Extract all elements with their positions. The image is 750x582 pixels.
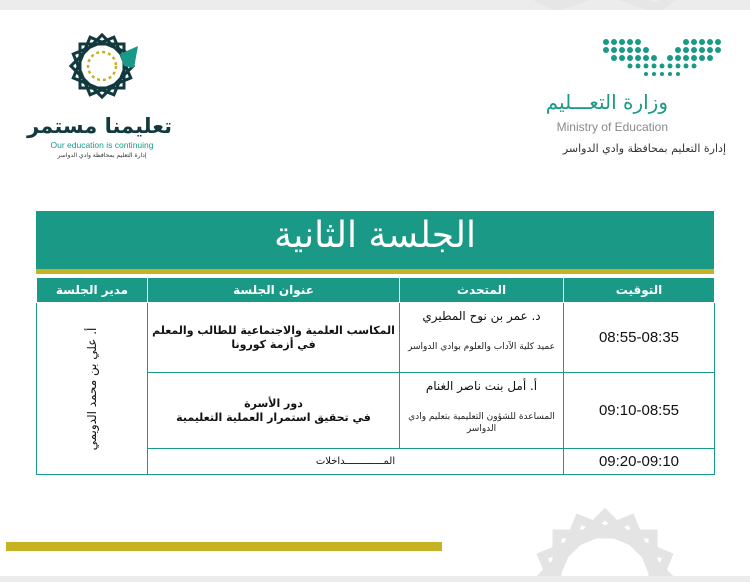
table-row xyxy=(37,303,715,373)
moderator-name: أ. علي بن محمد الدويمي xyxy=(85,327,99,450)
star-logo-icon xyxy=(54,20,150,112)
banner-underline xyxy=(36,269,714,274)
session-title: الجلسة الثانية xyxy=(274,215,476,256)
brand-logo xyxy=(27,20,172,170)
ministry-name-ar: وزارة التعـــليم xyxy=(545,90,668,114)
table-header-row xyxy=(37,278,715,303)
time-cell: 09:10-08:55 xyxy=(564,373,715,449)
session-banner xyxy=(36,211,714,269)
time-cell: 09:20-09:10 xyxy=(564,449,715,475)
speaker-name: د. عمر بن نوح المطيري xyxy=(422,309,541,323)
schedule-table xyxy=(36,277,714,475)
time-cell: 08:55-08:35 xyxy=(564,303,715,373)
header-time: التوقيت xyxy=(564,278,715,303)
brand-subtitle-ar: إدارة التعليم بمحافظة وادي الدواسر xyxy=(57,152,147,159)
topic-line-2: في أزمة كورونا xyxy=(231,337,316,351)
discussion-label: المـــــــــــــداخلات xyxy=(148,449,564,475)
brand-subtitle-en: Our education is continuing xyxy=(50,140,154,150)
ministry-dots-icon xyxy=(600,36,730,80)
bottom-border xyxy=(0,576,750,582)
footer-gold-bar xyxy=(6,542,442,551)
speaker-cell xyxy=(400,303,564,373)
topic-line-1: دور الأسرة xyxy=(244,396,303,410)
ministry-logo xyxy=(520,30,730,160)
brand-title: تعليمنا مستمر xyxy=(27,114,172,138)
star-ornament-icon xyxy=(500,492,720,582)
ministry-name-en: Ministry of Education xyxy=(556,120,668,134)
speaker-cell xyxy=(400,373,564,449)
moderator-cell xyxy=(37,303,148,475)
header-moderator: مدير الجلسة xyxy=(37,278,148,303)
speaker-name: أ. أمل بنت ناصر الغنام xyxy=(425,379,538,393)
topic-line-1: المكاسب العلمية والاجتماعية للطالب والمعلم xyxy=(152,323,395,337)
speaker-role: المساعدة للشؤون التعليمية بتعليم وادي الدواسر xyxy=(408,412,555,434)
session-topic-cell xyxy=(148,373,400,449)
speaker-role: عميد كلية الآداب والعلوم بوادي الدواسر xyxy=(408,342,555,352)
star-ornament-top xyxy=(496,0,696,10)
header-speaker: المتحدث xyxy=(400,278,564,303)
header-title: عنوان الجلسة xyxy=(148,278,400,303)
session-topic-cell xyxy=(148,303,400,373)
department-name: إدارة التعليم بمحافظة وادي الدواسر xyxy=(562,142,726,155)
topic-line-2: في تحقيق استمرار العملية التعليمية xyxy=(176,410,371,424)
